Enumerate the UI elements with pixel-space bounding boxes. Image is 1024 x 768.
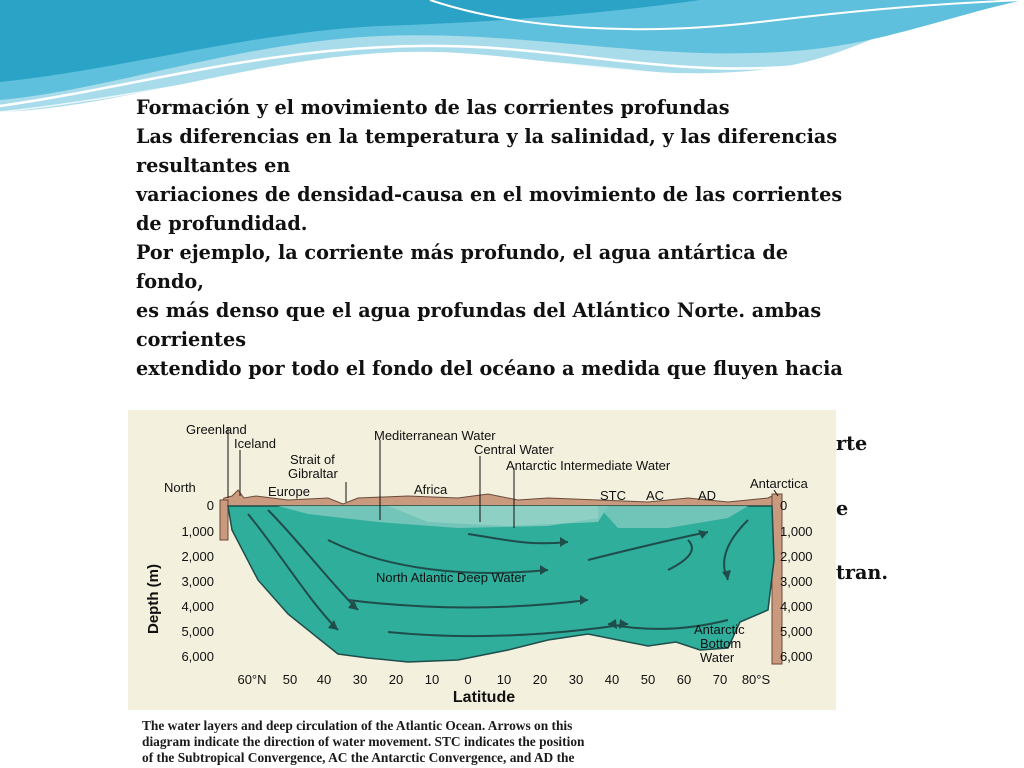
depth-tick: 5,000	[181, 624, 214, 639]
latitude-tick: 10	[496, 672, 512, 687]
latitude-tick: 20	[388, 672, 404, 687]
label-gibraltar: Gibraltar	[288, 466, 338, 481]
text-line: Por ejemplo, la corriente más profundo, el agua antártica de	[136, 241, 789, 264]
label-antarctic-bottom-water: Water	[700, 650, 735, 665]
y-axis-title: Depth (m)	[145, 564, 162, 634]
text-line: variaciones de densidad-causa en el movimiento de las corrientes	[136, 183, 843, 206]
label-mediterranean-water: Mediterranean Water	[374, 428, 496, 443]
label-antarctica: Antarctica	[750, 476, 808, 491]
label-north-atlantic-deep-water: North Atlantic Deep Water	[376, 570, 526, 585]
latitude-tick: 40	[316, 672, 332, 687]
text-fragment: tran.	[836, 561, 889, 584]
depth-tick: 0	[780, 498, 788, 513]
label-central-water: Central Water	[474, 442, 554, 457]
label-antarctic-bottom-water: Antarctic	[694, 622, 745, 637]
latitude-tick: 70	[712, 672, 728, 687]
latitude-tick: 80°S	[741, 672, 771, 687]
latitude-tick: 30	[352, 672, 368, 687]
depth-tick: 2,000	[780, 549, 813, 564]
depth-tick: 6,000	[780, 649, 813, 664]
depth-tick: 4,000	[780, 599, 813, 614]
depth-tick: 1,000	[780, 524, 813, 539]
latitude-tick: 0	[464, 672, 472, 687]
depth-tick: 3,000	[780, 574, 813, 589]
x-axis-title: Latitude	[452, 689, 516, 706]
atlantic-circulation-figure	[128, 410, 836, 768]
label-europe: Europe	[268, 484, 310, 499]
label-north: North	[164, 480, 196, 495]
latitude-tick: 40	[604, 672, 620, 687]
figure-caption	[128, 710, 836, 768]
label-stc: STC	[600, 488, 626, 503]
latitude-tick: 20	[532, 672, 548, 687]
text-line: fondo,	[136, 270, 204, 293]
label-strait: Strait of	[290, 452, 335, 467]
text-line: Las diferencias en la temperatura y la salinidad, y las diferencias	[136, 125, 838, 148]
label-africa: Africa	[414, 482, 448, 497]
depth-tick: 4,000	[181, 599, 214, 614]
depth-tick: 2,000	[181, 549, 214, 564]
depth-tick: 5,000	[780, 624, 813, 639]
label-antarctic-intermediate-water: Antarctic Intermediate Water	[506, 458, 671, 473]
latitude-tick: 50	[640, 672, 656, 687]
depth-tick: 3,000	[181, 574, 214, 589]
latitude-tick: 10	[424, 672, 440, 687]
depth-tick: 1,000	[181, 524, 214, 539]
label-greenland: Greenland	[186, 422, 247, 437]
text-line: Formación y el movimiento de las corrientes profundas	[136, 96, 730, 119]
latitude-tick: 30	[568, 672, 584, 687]
latitude-tick: 60°N	[237, 672, 267, 687]
caption-line: of the Subtropical Convergence, AC the Antarctic Convergence, and AD the	[142, 750, 575, 765]
text-line: extendido por todo el fondo del océano a medida que fluyen hacia	[136, 357, 843, 380]
label-iceland: Iceland	[234, 436, 276, 451]
text-line: es más denso que el agua profundas del Atlántico Norte. ambas	[136, 299, 822, 322]
latitude-tick: 60	[676, 672, 692, 687]
text-line: resultantes en	[136, 154, 291, 177]
depth-tick: 6,000	[181, 649, 214, 664]
label-ac: AC	[646, 488, 665, 503]
text-line: de profundidad.	[136, 212, 308, 235]
label-antarctic-bottom-water: Bottom	[700, 636, 742, 651]
text-line: corrientes	[136, 328, 247, 351]
caption-line: The water layers and deep circulation of the Atlantic Ocean. Arrows on this	[142, 718, 573, 733]
ocean-cross-section-diagram	[128, 410, 836, 710]
latitude-axis	[237, 672, 770, 687]
text-fragment: rte	[836, 432, 868, 455]
label-ad: AD	[698, 488, 717, 503]
caption-line: diagram indicate the direction of water movement. STC indicates the position	[142, 734, 585, 749]
text-fragment: e	[836, 497, 849, 520]
slide-body-text	[136, 93, 936, 383]
depth-tick: 0	[206, 498, 214, 513]
latitude-tick: 50	[282, 672, 298, 687]
